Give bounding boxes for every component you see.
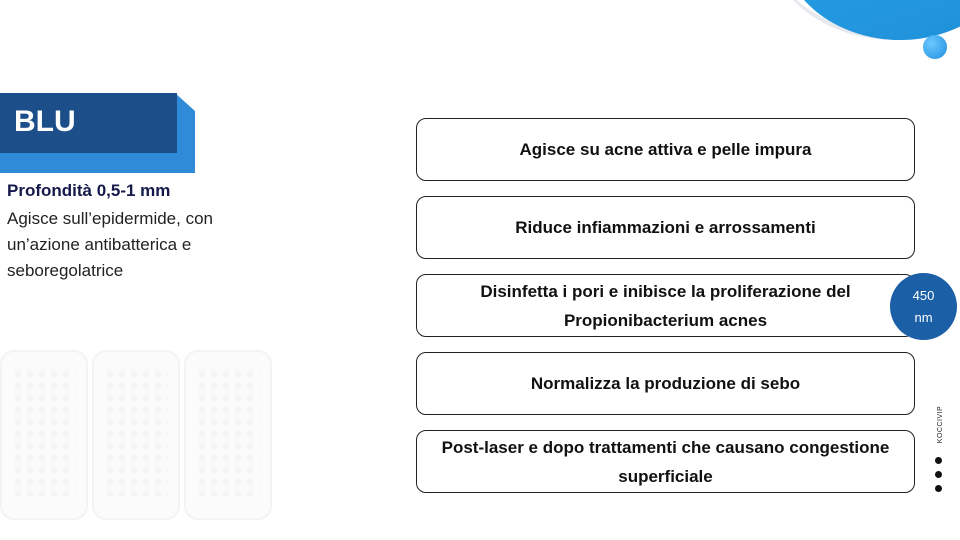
- led-device-illustration: [0, 330, 300, 540]
- wavelength-badge: [890, 273, 957, 340]
- wavelength-value: 450: [912, 288, 935, 303]
- brand-watermark-text: KOCCIVIP: [937, 405, 945, 444]
- brand-watermark: [935, 405, 945, 445]
- benefit-box: Disinfetta i pori e inibisce la proliferazione del Propionibacterium acnes: [416, 274, 915, 337]
- benefit-box: Riduce infiammazioni e arrossamenti: [416, 196, 915, 259]
- slide-title: BLU: [14, 105, 76, 138]
- wavelength-unit: nm: [914, 310, 933, 325]
- benefit-box: Post-laser e dopo trattamenti che causano congestione superficiale: [416, 430, 915, 493]
- benefit-box: Normalizza la produzione di sebo: [416, 352, 915, 415]
- device-panel-left: [0, 350, 88, 520]
- device-panel-right: [184, 350, 272, 520]
- vertical-dots-icon: [935, 457, 943, 499]
- description-text: Agisce sull’epidermide, con un’azione antibatterica e seboregolatrice: [7, 209, 213, 280]
- depth-label: Profondità 0,5-1 mm: [7, 181, 171, 200]
- decorative-dot: [923, 35, 947, 59]
- title-banner: [0, 93, 195, 173]
- benefit-box: Agisce su acne attiva e pelle impura: [416, 118, 915, 181]
- device-panel-center: [92, 350, 180, 520]
